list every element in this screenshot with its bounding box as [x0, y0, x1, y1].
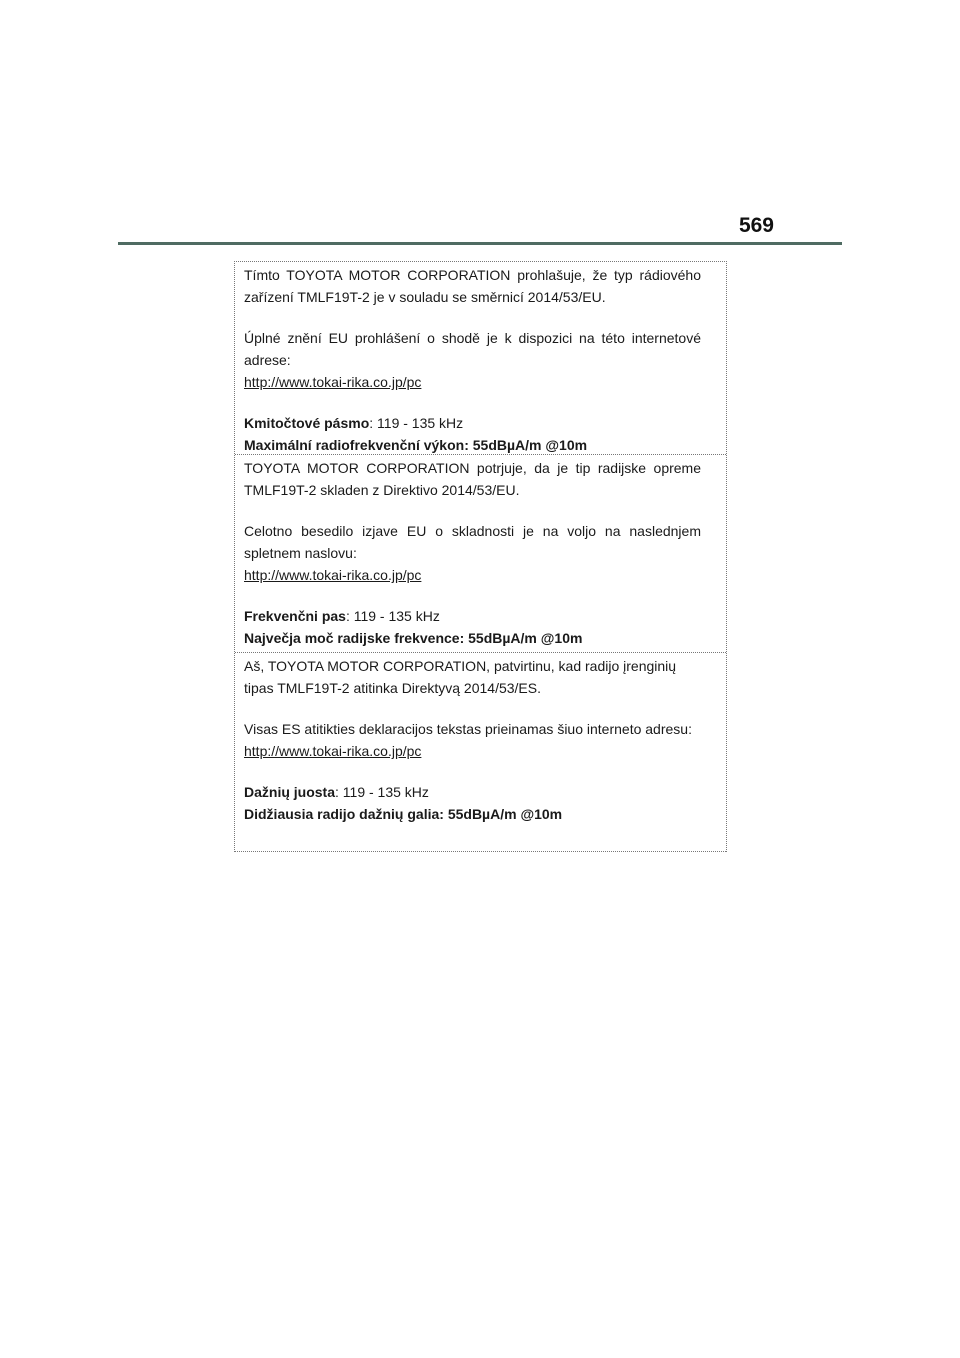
frequency-band-label: Kmitočtové pásmo — [244, 415, 370, 431]
conformity-statement: Aš, TOYOTA MOTOR CORPORATION, patvirtinu, kad radijo įrenginių tipas TMLF19T-2 atitinka Direktyvą 2014/53/ES. — [244, 658, 677, 696]
declaration-section-slovenian — [235, 455, 726, 653]
frequency-band-line — [244, 412, 701, 434]
frequency-band-line — [244, 781, 701, 803]
header-rule — [118, 242, 842, 245]
max-power-value: : 55dBµA/m @10m — [439, 806, 563, 822]
max-power-value: : 55dBµA/m @10m — [459, 630, 583, 646]
frequency-band-label: Dažnių juosta — [244, 784, 336, 800]
max-power-label: Največja moč radijske frekvence — [244, 630, 460, 646]
max-power-label: Maximální radiofrekvenční výkon — [244, 437, 465, 453]
frequency-band-value: : 119 - 135 kHz — [335, 784, 429, 800]
declaration-section-lithuanian — [235, 653, 726, 852]
full-text-notice: Visas ES atitikties deklaracijos tekstas prieinamas šiuo interneto adresu: — [244, 721, 692, 737]
max-power-line — [244, 627, 701, 649]
full-text-notice: Úplné znění EU prohlášení o shodě je k dispozici na této internetové adrese: — [244, 330, 701, 368]
declaration-url-link[interactable]: http://www.tokai-rika.co.jp/pc — [244, 743, 422, 759]
max-power-line — [244, 434, 701, 456]
declaration-url-link[interactable]: http://www.tokai-rika.co.jp/pc — [244, 567, 422, 583]
frequency-band-label: Frekvenčni pas — [244, 608, 346, 624]
max-power-label: Didžiausia radijo dažnių galia — [244, 806, 440, 822]
frequency-band-value: : 119 - 135 kHz — [345, 608, 440, 624]
full-text-notice: Celotno besedilo izjave EU o skladnosti je na voljo na naslednjem spletnem naslovu: — [244, 523, 701, 561]
page-number: 569 — [738, 214, 774, 237]
max-power-line — [244, 803, 701, 825]
conformity-statement: Tímto TOYOTA MOTOR CORPORATION prohlašuje, že typ rádiového zařízení TMLF19T-2 je v souladu se směrnicí 2014/53/EU. — [244, 267, 701, 305]
declaration-box — [234, 261, 727, 852]
declaration-url-link[interactable]: http://www.tokai-rika.co.jp/pc — [244, 374, 422, 390]
declaration-section-czech — [235, 262, 726, 455]
frequency-band-value: : 119 - 135 kHz — [369, 415, 464, 431]
max-power-value: : 55dBµA/m @10m — [464, 437, 588, 453]
frequency-band-line — [244, 605, 701, 627]
conformity-statement: TOYOTA MOTOR CORPORATION potrjuje, da je tip radijske opreme TMLF19T-2 skladen z Direktivo 2014/53/EU. — [244, 460, 701, 498]
